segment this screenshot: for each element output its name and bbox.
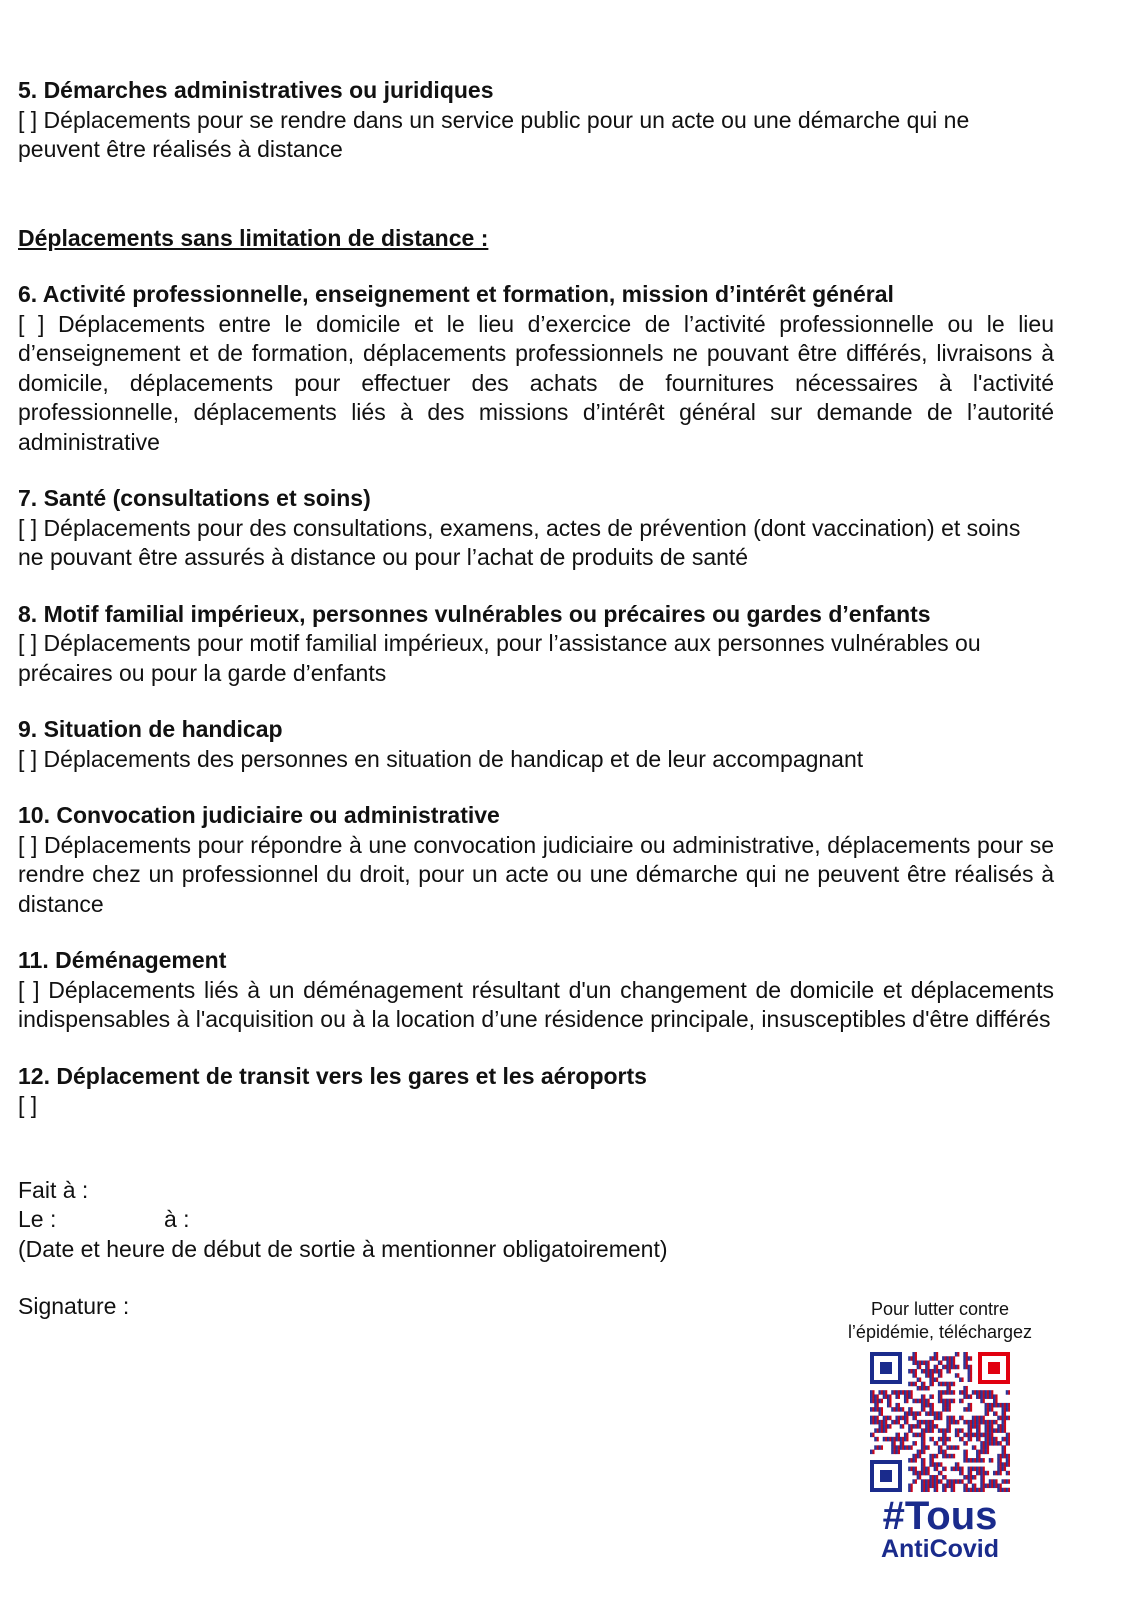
section-10-text: [ ] Déplacements pour répondre à une convocation judiciaire ou administrative, déplacements pour se rendre chez un professionnel du droit, pour un acte ou une démarche qui ne peuvent être réalisés à distance [18,831,1054,917]
brand-tous: #Tous [882,1494,998,1538]
section-7-title: 7. Santé (consultations et soins) [18,485,371,511]
date-note: (Date et heure de début de sortie à mentionner obligatoirement) [18,1235,668,1262]
section-6-text: [ ] Déplacements entre le domicile et le lieu d’exercice de l’activité professionnelle ou le lieu d’enseignement et de formation, déplacements professionnels ne pouvant être différés, livraisons à domicile, déplacements pour effectuer des achats de fournitures nécessaires à l'activité professionnelle, déplacements liés à des missions d’intérêt général sur demande de l’autorité administrative [18,310,1054,455]
time-field[interactable]: à : [164,1206,190,1232]
promo-caption-line-1: Pour lutter contre [870,1299,1010,1319]
fait-a-field[interactable]: Fait à : [18,1176,89,1203]
tousanticovid-promo [832,1298,1048,1562]
section-5-text: [ ] Déplacements pour se rendre dans un service public pour un acte ou une démarche qui ne peuvent être réalisés à distance [18,106,970,162]
promo-caption-line-2: l’épidémie, téléchargez [847,1322,1033,1342]
section-12-checkbox[interactable]: [ ] [18,1092,38,1118]
section-9-title: 9. Situation de handicap [18,716,283,742]
section-10-title: 10. Convocation judiciaire ou administrative [18,802,500,828]
section-12-title: 12. Déplacement de transit vers les gares et les aéroports [18,1062,647,1089]
section-11-text: [ ] Déplacements liés à un déménagement résultant d'un changement de domicile et déplacements indispensables à l'acquisition ou à la location d’une résidence principale, insusceptibles d'être différés [18,976,1054,1032]
section-7-text: [ ] Déplacements pour des consultations, examens, actes de prévention (dont vaccination) et soins ne pouvant être assurés à distance ou pour l’achat de produits de santé [18,514,1021,570]
signature-field[interactable]: Signature : [18,1293,130,1319]
date-time-row [18,1205,1054,1235]
brand-anticovid: AntiCovid [880,1535,1000,1563]
section-8-title: 8. Motif familial impérieux, personnes vulnérables ou précaires ou gardes d’enfants [18,600,931,627]
section-6-title: 6. Activité professionnelle, enseignement et formation, mission d’intérêt général [18,281,894,307]
section-heading: Déplacements sans limitation de distance : [18,224,489,251]
section-8-text: [ ] Déplacements pour motif familial impérieux, pour l’assistance aux personnes vulnérables ou précaires ou pour la garde d’enfants [18,630,981,686]
qr-code-icon[interactable] [870,1352,1010,1492]
section-9-text: [ ] Déplacements des personnes en situation de handicap et de leur accompagnant [18,745,864,772]
section-11-title: 11. Déménagement [18,947,227,973]
section-5-title: 5. Démarches administratives ou juridiques [18,77,494,103]
date-field[interactable]: Le : [18,1206,57,1232]
attestation-page [18,76,1054,1322]
